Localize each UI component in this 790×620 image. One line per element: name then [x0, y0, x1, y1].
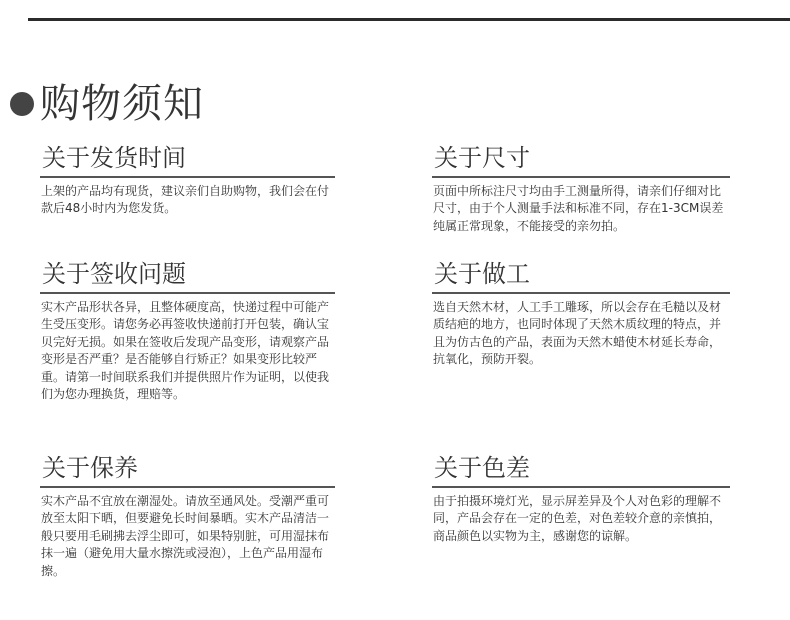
section-heading: 关于发货时间: [42, 144, 186, 172]
section-color-difference: [432, 453, 730, 545]
section-heading: 关于保养: [42, 454, 138, 482]
section-text: 由于拍摄环境灯光，显示屏差异及个人对色彩的理解不同，产品会存在一定的色差，对色差较介意的亲慎拍，商品颜色以实物为主，感谢您的谅解。: [433, 494, 722, 543]
section-heading: 关于尺寸: [434, 144, 530, 172]
section-divider: [40, 486, 335, 488]
section-text: 上架的产品均有现货，建议亲们自助购物，我们会在付款后48小时内为您发货。: [41, 184, 330, 216]
section-text: 实木产品不宜放在潮湿处。请放至通风处。受潮严重可放至太阳下晒，但要避免长时间暴晒。实木产品清洁一般只要用毛刷拂去浮尘即可，如果特别脏，可用湿抹布抹一遍（避免用大量水擦洗或浸泡），上色产品用湿布擦。: [41, 494, 330, 578]
section-divider: [432, 486, 730, 488]
top-divider: [28, 18, 790, 21]
section-shipping-time: [40, 143, 335, 218]
section-size: [432, 143, 730, 235]
section-maintenance: [40, 453, 335, 580]
section-receipt: [40, 259, 335, 403]
page-title: 购物须知: [40, 81, 204, 127]
bullet-dot-icon: [10, 92, 34, 116]
section-text: 实木产品形状各异，且整体硬度高，快递过程中可能产生受压变形。请您务必再签收快递前打开包装，确认宝贝完好无损。如果在签收后发现产品变形，请观察产品变形是否严重？是否能够自行矫正？如果变形比较严重。请第一时间联系我们并提供照片作为证明，以使我们为您办理换货，理赔等。: [41, 300, 330, 402]
section-divider: [432, 292, 730, 294]
section-text: 选自天然木材，人工手工雕琢，所以会存在毛糙以及材质结疤的地方，也同时体现了天然木质纹理的特点，并且为仿古色的产品，表面为天然木蜡使木材延长寿命，抗氧化，预防开裂。: [433, 300, 722, 367]
section-craftsmanship: [432, 259, 730, 369]
section-divider: [432, 176, 730, 178]
section-heading: 关于色差: [434, 454, 530, 482]
section-divider: [40, 176, 335, 178]
section-heading: 关于做工: [434, 260, 530, 288]
section-heading: 关于签收问题: [42, 260, 186, 288]
section-text: 页面中所标注尺寸均由手工测量所得，请亲们仔细对比尺寸，由于个人测量手法和标准不同，存在1-3CM误差纯属正常现象，不能接受的亲勿拍。: [433, 184, 724, 233]
section-divider: [40, 292, 335, 294]
